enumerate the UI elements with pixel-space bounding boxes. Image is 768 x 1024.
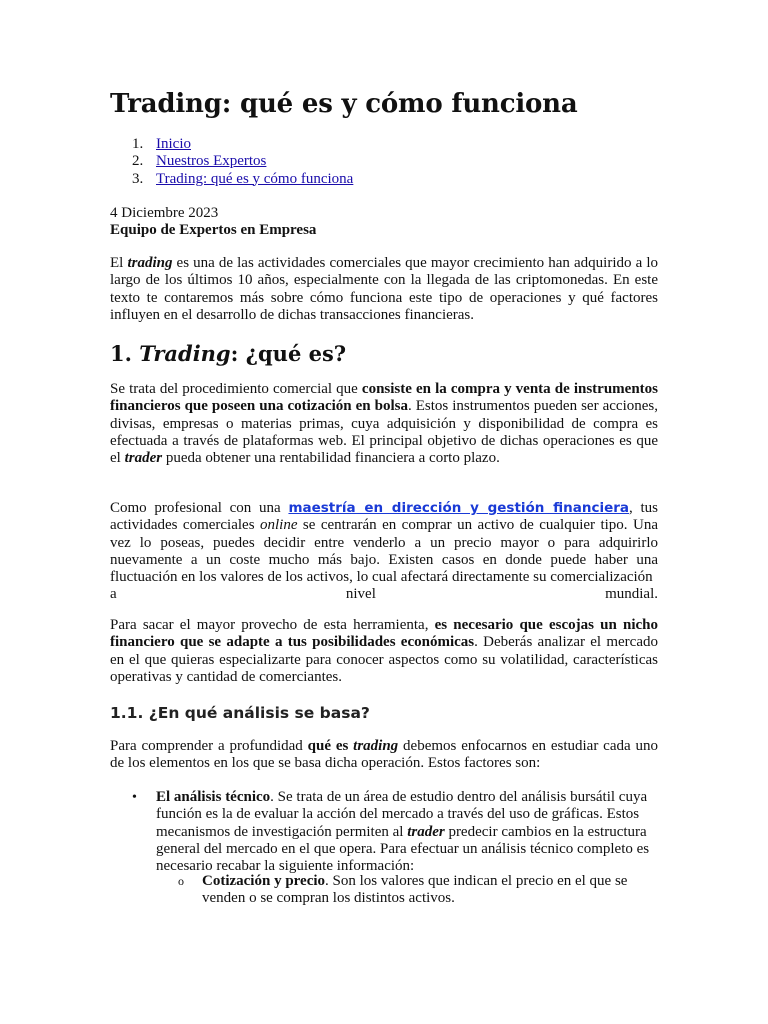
breadcrumb-item xyxy=(110,171,353,188)
emphasis: trading xyxy=(353,738,399,754)
text: . Son los valores que indican el precio en el que se venden o se compran los distintos activos. xyxy=(202,873,628,907)
text: El xyxy=(110,255,128,271)
list-item xyxy=(132,789,658,875)
breadcrumb-link-inicio[interactable]: Inicio xyxy=(156,136,191,152)
publish-date: 4 Diciembre 2023 xyxy=(110,205,219,221)
breadcrumb-item xyxy=(110,153,353,170)
bold-text: El análisis técnico xyxy=(156,789,271,805)
list-item-text xyxy=(156,789,658,875)
master-link[interactable]: maestría en dirección y gestión financiera xyxy=(288,500,630,516)
breadcrumb-number: 2. xyxy=(132,153,144,170)
breadcrumb-number: 1. xyxy=(132,136,144,152)
text: . Estos instrumentos pueden ser acciones, divisas, empresas o materias primas, cuya adquisición y disponibilidad de compra es efectuada a través de plataformas web. El principal objetivo de dichas operaciones es que el xyxy=(110,398,658,467)
author: Equipo de Expertos en Empresa xyxy=(110,222,317,238)
definition-paragraph xyxy=(110,381,658,467)
intro-paragraph xyxy=(110,255,658,324)
factors-paragraph xyxy=(110,738,658,773)
emphasis: trader xyxy=(407,823,445,840)
bold-text: qué es xyxy=(307,738,354,754)
text: Para comprender a profundidad xyxy=(110,738,308,754)
heading-number: 1. xyxy=(110,341,140,366)
text: Como profesional con una xyxy=(110,500,289,516)
text: predecir cambios en la estructura general del mercado en el que opera. Para efectuar un análisis técnico completo es necesario recabar la siguiente información: xyxy=(156,823,650,875)
breadcrumb xyxy=(110,136,353,188)
text: Se trata del procedimiento comercial que xyxy=(110,381,362,397)
breadcrumb-link-current[interactable]: Trading: qué es y cómo funciona xyxy=(156,170,354,187)
text: . Se trata de un área de estudio dentro del análisis bursátil cuya función es la de evaluar la acción del mercado a través del uso de gráficas. Estos mecanismos de investigación permiten al xyxy=(156,789,648,840)
circle-bullet-icon: o xyxy=(178,874,184,888)
text: a nivel mundial. xyxy=(110,586,658,603)
emphasis: trader xyxy=(124,450,163,467)
bold-text: es necesario que escojas un nicho financiero que se adapte a tus posibilidades económicas xyxy=(110,617,658,651)
section-heading-1 xyxy=(110,340,346,368)
text: , tus actividades comerciales xyxy=(110,500,659,534)
text: Para sacar el mayor provecho de esta herramienta, xyxy=(110,617,435,633)
text: pueda obtener una rentabilidad financiera a corto plazo. xyxy=(162,450,500,467)
emphasis: online xyxy=(259,517,298,534)
emphasis: trading xyxy=(127,255,173,271)
breadcrumb-number: 3. xyxy=(132,170,144,187)
text: es una de las actividades comerciales que mayor crecimiento han adquirido a lo largo de los últimos 10 años, especialmente con la llegada de las criptomonedas. En este texto te contaremos más sobre cómo funciona este tipo de operaciones y qué factores influyen en el desarrollo de dichas transacciones financieras. xyxy=(110,255,658,323)
heading-emphasis: Trading xyxy=(139,341,231,366)
breadcrumb-item xyxy=(110,136,353,153)
text: . Deberás analizar el mercado en el que quieras especializarte para conocer aspectos como su volatilidad, características operativas y cantidad de comerciantes. xyxy=(110,634,658,685)
professional-paragraph xyxy=(110,500,658,604)
bold-text: consiste en la compra y venta de instrumentos financieros que poseen una cotización en bolsa xyxy=(110,381,658,415)
heading-text: : ¿qué es? xyxy=(230,341,347,366)
section-heading-1-1: 1.1. ¿En qué análisis se basa? xyxy=(110,704,370,722)
bold-text: Cotización y precio xyxy=(202,873,326,889)
text: se centrarán en comprar un activo de cualquier tipo. Una vez lo poseas, puedes decidir entre venderlo a un precio mayor o para adquirirlo nuevamente a un coste mucho más bajo. Existen casos en donde puede haber una fluctuación en los valores de los activos, lo cual afectará directamente su comercialización xyxy=(110,517,658,586)
sub-list-item-text xyxy=(202,873,658,908)
page-title: Trading: qué es y cómo funciona xyxy=(110,89,578,119)
sub-list-item xyxy=(178,873,658,908)
bullet-icon: • xyxy=(132,790,137,805)
text: debemos enfocarnos en estudiar cada uno de los elementos en los que se basa dicha operación. Estos factores son: xyxy=(110,738,658,772)
niche-paragraph xyxy=(110,617,658,686)
breadcrumb-link-expertos[interactable]: Nuestros Expertos xyxy=(156,153,267,170)
